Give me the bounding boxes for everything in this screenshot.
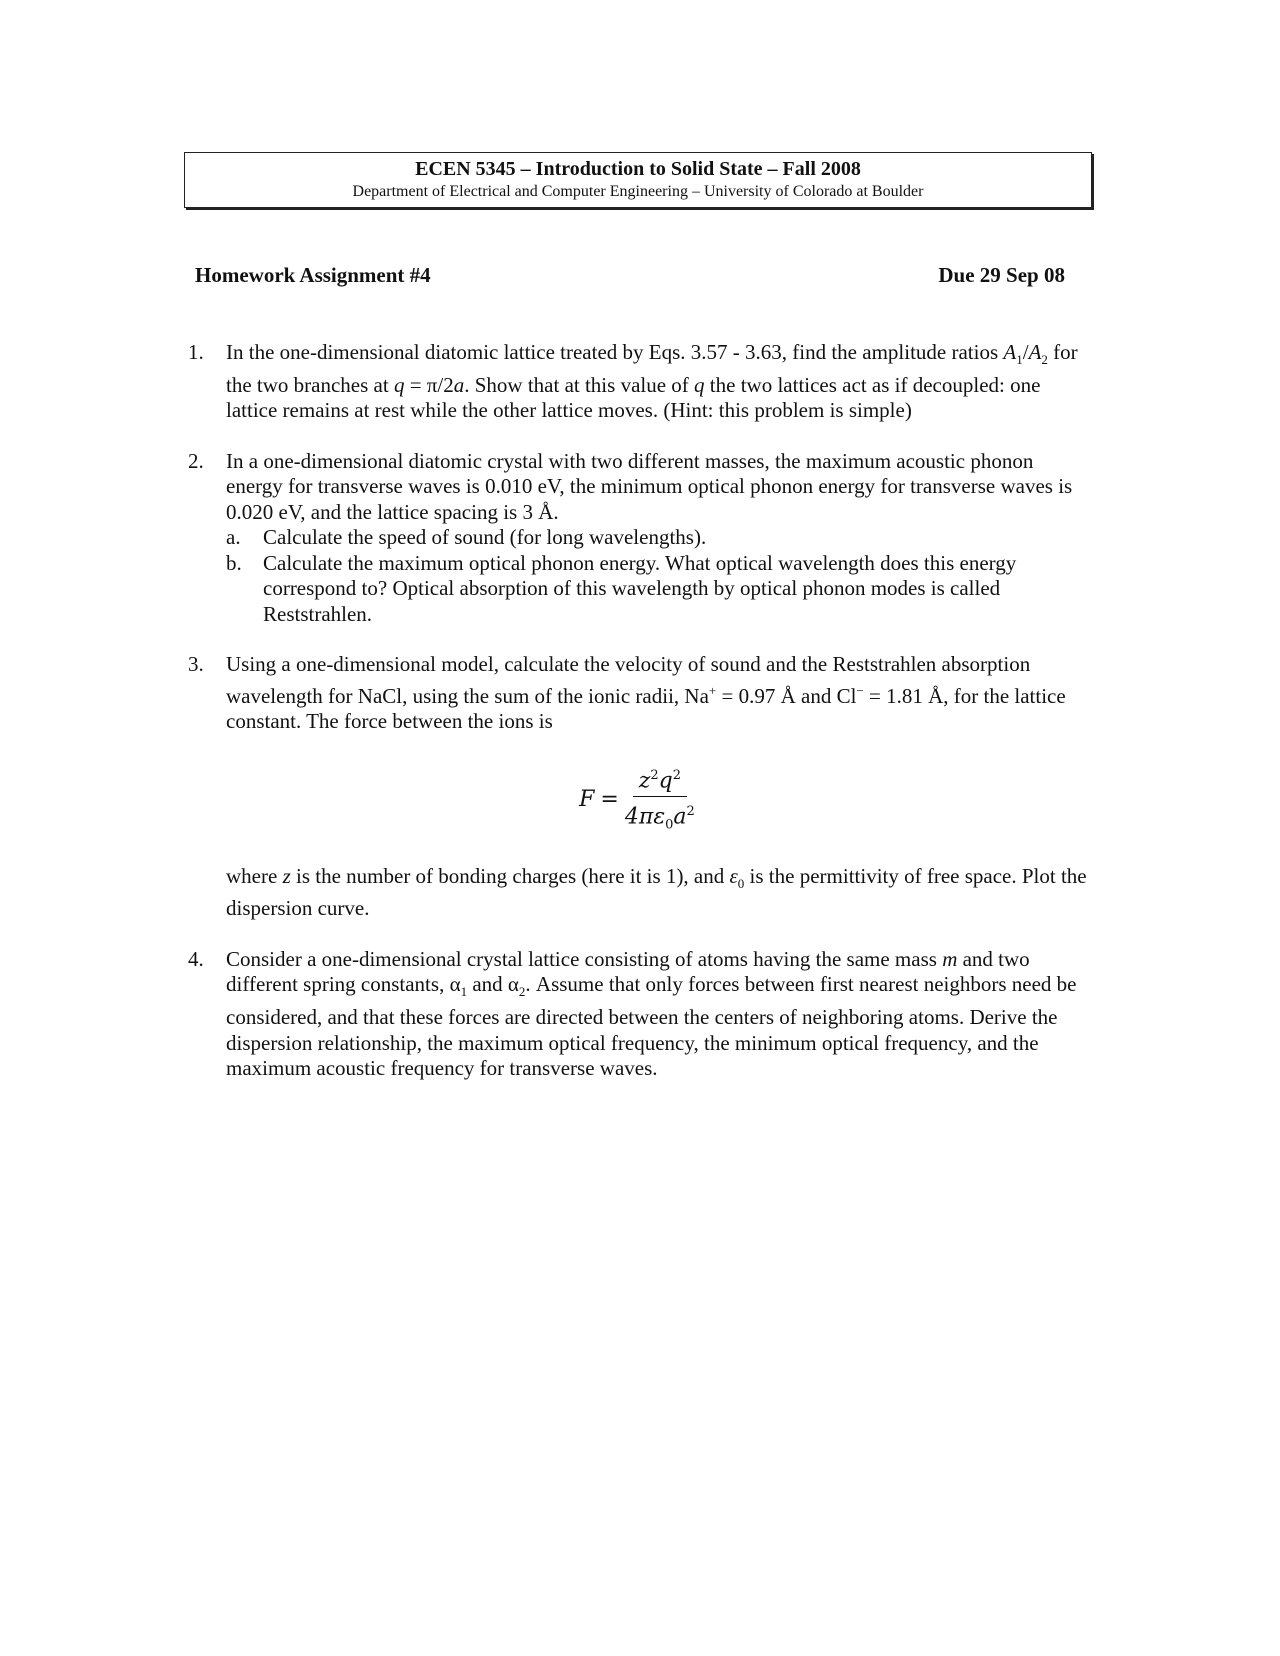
subpart-list — [226, 525, 1088, 627]
subpart-letter: b. — [226, 550, 242, 575]
due-date: Due 29 Sep 08 — [938, 263, 1065, 287]
problem-2 — [188, 449, 1088, 628]
problem-3 — [188, 652, 1088, 922]
problem-number: 3. — [188, 652, 204, 677]
problem-text-block — [226, 652, 1088, 735]
problem-4 — [188, 947, 1088, 1082]
subpart-a — [226, 525, 1088, 551]
problem-number: 4. — [188, 946, 204, 971]
problem-text: the two lattices act as if decoupled: one lattice remains at rest while the other lattice moves. (Hint: this problem is simple) — [226, 372, 1041, 423]
symbol-z: z — [638, 768, 651, 794]
problem-text: In the one-dimensional diatomic lattice treated by Eqs. 3.57 - 3.63, find the amplitude ratios — [226, 340, 1004, 364]
problem-text: and two different spring constants, α — [226, 946, 1030, 997]
symbol-a: a — [453, 372, 465, 397]
course-header-box — [184, 152, 1092, 208]
force-formula — [226, 763, 1088, 838]
exponent: 2 — [650, 767, 659, 783]
symbol-a: a — [673, 803, 687, 829]
superscript: − — [856, 682, 864, 698]
formula-equals: = — [600, 787, 619, 813]
subpart-text: Calculate the maximum optical phonon energy. What optical wavelength does this energy correspond to? Optical absorption of this wavelength by optical phonon modes is called Reststrahlen. — [263, 550, 1017, 626]
subscript: 2 — [1041, 352, 1048, 368]
department-line: Department of Electrical and Computer Engineering – University of Colorado at Boulder — [352, 183, 924, 200]
problem-number: 2. — [188, 448, 204, 473]
symbol-q: q — [658, 768, 673, 794]
assignment-title: Homework Assignment #4 — [195, 263, 431, 287]
subscript: 0 — [665, 817, 674, 833]
subpart-b — [226, 551, 1088, 628]
problem-text: for the two branches at — [226, 340, 1078, 397]
problem-text: = 0.97 Å and Cl — [716, 683, 857, 708]
slash: / — [1022, 340, 1029, 364]
problem-text: and α — [467, 972, 519, 997]
exponent: 2 — [672, 767, 681, 783]
subscript: 2 — [518, 984, 526, 1000]
problem-text: In a one-dimensional diatomic crystal with two different masses, the maximum acoustic phonon energy for transverse waves is 0.010 eV, the minimum optical phonon energy for transverse waves is 0.020 eV, and the lattice spacing is 3 Å. — [226, 448, 1073, 524]
symbol-a1: A — [1003, 340, 1017, 364]
subscript: 1 — [460, 984, 468, 1000]
problem-text: = 1.81 Å, for the lattice constant. The force between the ions is — [226, 683, 1066, 734]
problem-text: . Assume that only forces between first nearest neighbors need be considered, and that these forces are directed between the centers of neighboring atoms. Derive the dispersion relationship, the maximum optical frequency, the minimum optical frequency, and the maximum acoustic frequency for transverse waves. — [226, 972, 1077, 1081]
problem-text: where — [226, 863, 283, 888]
formula-denominator — [625, 797, 695, 838]
formula-explanation — [226, 864, 1088, 922]
equation-text: = π/2 — [404, 372, 454, 397]
superscript: + — [708, 682, 717, 698]
symbol-epsilon: ε — [729, 863, 738, 888]
problem-text: is the permittivity of free space. Plot the dispersion curve. — [226, 863, 1087, 921]
subpart-letter: a. — [226, 525, 241, 550]
symbol-z: z — [282, 863, 291, 888]
symbol-4pi: 4π — [624, 803, 654, 829]
subscript: 0 — [737, 875, 745, 891]
subpart-text: Calculate the speed of sound (for long wavelengths). — [263, 525, 707, 550]
symbol-epsilon: ε — [653, 803, 666, 829]
formula-lhs: F — [579, 787, 595, 813]
symbol-q: q — [393, 372, 405, 397]
formula-numerator — [633, 763, 687, 797]
course-title: ECEN 5345 – Introduction to Solid State – Fall 2008 — [415, 158, 861, 180]
problem-list — [188, 340, 1088, 1107]
problem-text: is the number of bonding charges (here it is 1), and — [290, 863, 730, 888]
symbol-q: q — [694, 372, 705, 397]
problem-1 — [188, 340, 1088, 424]
problem-text: . Show that at this value of — [464, 372, 695, 397]
problem-text: Using a one-dimensional model, calculate the velocity of sound and the Reststrahlen absorption wavelength for NaCl, using the sum of the ionic radii, Na — [226, 652, 1031, 708]
subscript: 1 — [1016, 352, 1023, 368]
symbol-m: m — [942, 946, 958, 971]
formula-fraction — [625, 763, 695, 838]
exponent: 2 — [686, 803, 695, 819]
problem-text: Consider a one-dimensional crystal lattice consisting of atoms having the same mass — [226, 946, 943, 971]
problem-number: 1. — [188, 340, 204, 364]
symbol-a2: A — [1028, 340, 1042, 364]
assignment-line — [195, 263, 1065, 288]
